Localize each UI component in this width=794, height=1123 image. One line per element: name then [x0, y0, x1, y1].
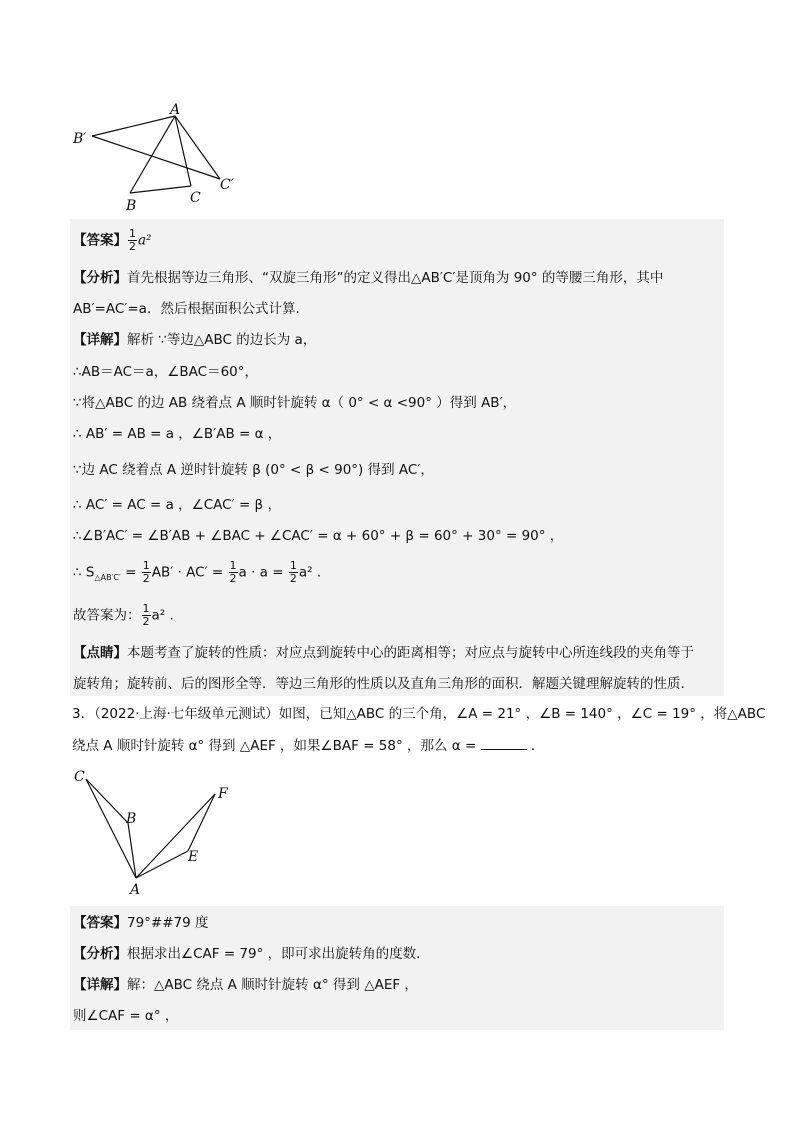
label-C: C: [74, 769, 85, 785]
label-A: A: [130, 882, 141, 898]
answer-line-2: 【答案】79°##79 度: [73, 915, 209, 931]
segment-E-F: [188, 794, 215, 851]
answer-tag: 【答案】: [73, 915, 127, 931]
label-F: F: [218, 786, 228, 802]
detail-line-9: 故答案为： $\frac{1}{2}$ a² .: [73, 602, 174, 628]
comment-line-2: 旋转角；旋转前、后的图形全等．等边三角形的性质以及直角三角形的面积．解题关键理解旋转的性质．: [73, 676, 694, 692]
label-E: E: [188, 849, 199, 865]
detail-tag: 【详解】: [73, 977, 127, 993]
label-B: B: [126, 811, 137, 827]
detail-line-q3-2: 则∠CAF = α° ，: [73, 1008, 179, 1024]
analysis-line-2: AB′=AC′=a．然后根据面积公式计算．: [73, 301, 309, 317]
segment-A-E: [136, 851, 188, 878]
segment-A-F: [136, 794, 215, 878]
segment-A-B: [130, 116, 175, 193]
answer-line-1: 【答案】 $\frac{1}{2}$ a²: [73, 227, 152, 253]
detail-line-8: ∴ $S_{\triangle AB'C'}$ = $\frac{1}{2}$ AB′ · AC′ = $\frac{1}{2}$ a · a = $\frac{1}{2}$ a² .: [73, 559, 322, 585]
label-B-prime: B′: [73, 131, 87, 147]
detail-line-4: ∴ AB′ = AB = a ，∠B′AB = α ，: [73, 426, 282, 442]
question-3-line-1: 3．（2022·上海·七年级单元测试）如图，已知△ABC 的三个角，∠A = 21° ，∠B = 140° ，∠C = 19° ，将△ABC: [72, 706, 766, 722]
detail-line-q3-1: 【详解】解：△ABC 绕点 A 顺时针旋转 α° 得到 △AEF ，: [73, 977, 418, 993]
segment-B-C: [130, 186, 191, 193]
fraction-half: $\frac{1}{2}$: [129, 227, 136, 253]
triangle-rotation-figure-1: [70, 100, 250, 215]
triangle-rotation-figure-2: [70, 765, 240, 900]
question-3-line-2: 绕点 A 顺时针旋转 α° 得到 △AEF ，如果∠BAF = 58° ，那么 α = ．: [72, 738, 545, 754]
analysis-tag: 【分析】: [73, 270, 127, 286]
analysis-tag: 【分析】: [73, 946, 127, 962]
label-B: B: [126, 198, 137, 214]
segment-Bprime-Cprime: [92, 136, 220, 179]
detail-line-3: ∵将△ABC 的边 AB 绕着点 A 顺时针旋转 α（ 0° < α <90° ）得到 AB′，: [73, 395, 517, 411]
comment-tag: 【点睛】: [73, 645, 127, 661]
label-C: C: [190, 190, 201, 206]
detail-line-5: ∵边 AC 绕着点 A 逆时针旋转 β (0° < β < 90°) 得到 AC′，: [73, 462, 434, 478]
detail-line-7: ∴∠B′AC′ = ∠B′AB + ∠BAC + ∠CAC′ = α + 60° + β = 60° + 30° = 90° ，: [73, 528, 564, 544]
detail-line-6: ∴ AC′ = AC = a ，∠CAC′ = β ，: [73, 497, 281, 513]
comment-line-1: 【点睛】本题考查了旋转的性质：对应点到旋转中心的距离相等；对应点与旋转中心所连线段的夹角等于: [73, 645, 694, 661]
answer-tag: 【答案】: [73, 232, 127, 249]
segment-C-B: [86, 779, 128, 823]
label-C-prime: C′: [220, 177, 234, 193]
analysis-line-q3: 【分析】根据求出∠CAF = 79° ，即可求出旋转角的度数．: [73, 946, 430, 962]
segment-A-Bprime: [92, 116, 175, 136]
detail-line-2: ∴AB＝AC＝a，∠BAC＝60°，: [73, 364, 258, 380]
answer-blank: [481, 749, 527, 750]
detail-line-1: 【详解】解析 ∵等边△ABC 的边长为 a，: [73, 332, 317, 348]
detail-tag: 【详解】: [73, 332, 127, 348]
analysis-line-1: 【分析】首先根据等边三角形、“双旋三角形”的定义得出△AB′C′是顶角为 90° 的等腰三角形，其中: [73, 270, 664, 286]
label-A: A: [170, 102, 181, 118]
